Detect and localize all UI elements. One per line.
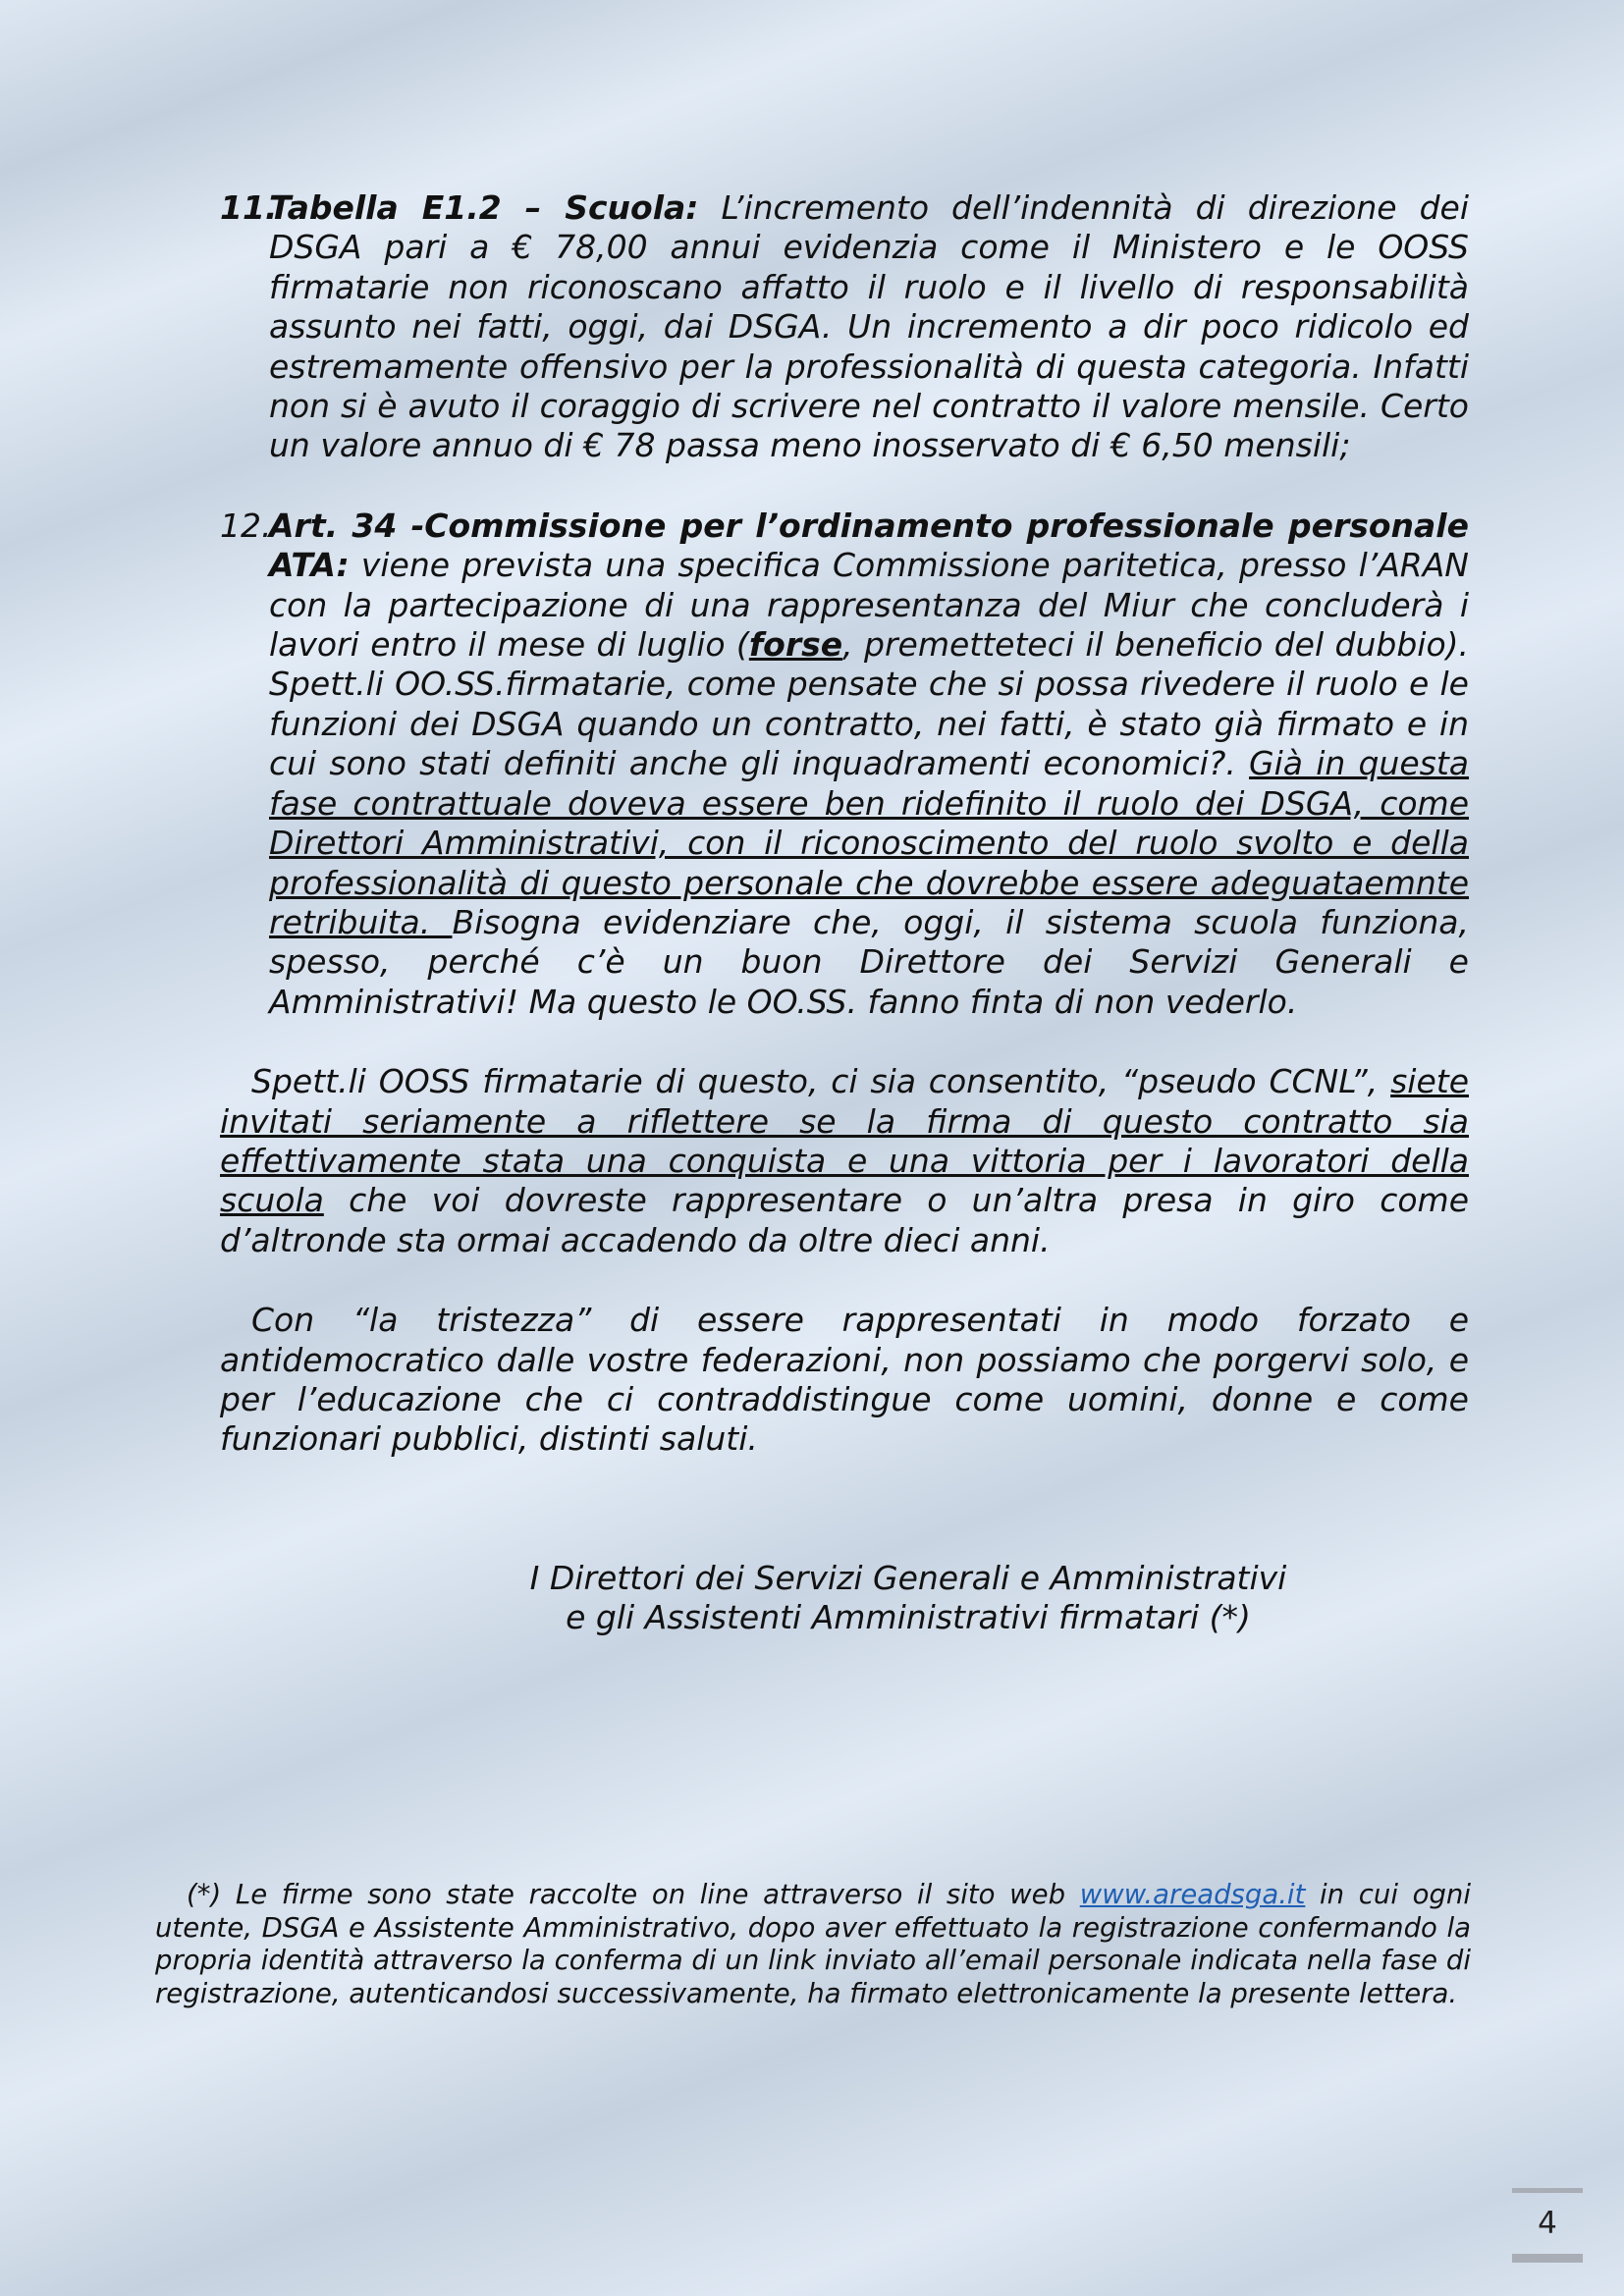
paragraph-1-underlined: siete invitati seriamente a riflettere se la firma di questo contratto sia effettivamente stata una conquista e una vittoria per i lavoratori della scuola bbox=[220, 1062, 1469, 1220]
list-item-11 bbox=[220, 188, 1469, 466]
item-12-emphasis: forse bbox=[748, 625, 843, 665]
page-number: 4 bbox=[1512, 2188, 1583, 2263]
list-item-12 bbox=[220, 507, 1469, 1022]
footnote-text-2: in cui ogni utente, DSGA e Assistente Amministrativo, dopo aver effettuato la registrazione confermando la propria identità attraverso la conferma di un link inviato all’email personale indicata nella fase di registrazione, autenticandosi successivamente, ha firmato elettronicamente la presente lettera. bbox=[155, 1879, 1471, 2009]
paragraph-1-text-1: Spett.li OOSS firmatarie di questo, ci sia consentito, “pseudo CCNL”, bbox=[251, 1062, 1391, 1101]
item-11-heading: Tabella E1.2 – Scuola: bbox=[269, 188, 699, 227]
signature-line-1: I Direttori dei Servizi Generali e Amministrativi bbox=[529, 1559, 1287, 1597]
letter-body bbox=[220, 188, 1469, 1460]
item-12-heading: Art. 34 -Commissione per l’ordinamento professionale personale ATA: bbox=[269, 506, 1469, 585]
signature-block bbox=[295, 1559, 1522, 1638]
footnote bbox=[155, 1879, 1471, 2010]
footnote-link[interactable]: www.areadsga.it bbox=[1079, 1879, 1306, 1910]
paragraph-1-text-2: che voi dovreste rappresentare o un’altra presa in giro come d’altronde sta ormai accadendo da oltre dieci anni. bbox=[220, 1181, 1469, 1259]
item-12-body-2: , premetteteci il beneficio del dubbio). Spett.li OO.SS.firmatarie, come pensate che si possa rivedere il ruolo e le funzioni dei DSGA quando un contratto, nei fatti, è stato già firmato e in cui sono stati definiti anche gli inquadramenti economici?. bbox=[269, 625, 1469, 783]
item-12-body-3: Bisogna evidenziare che, oggi, il sistema scuola funziona, spesso, perché c’è un buon Direttore dei Servizi Generali e Amministrativi! Ma questo le OO.SS. fanno finta di non vederlo. bbox=[269, 902, 1469, 1021]
item-12-body-1: viene prevista una specifica Commissione paritetica, presso l’ARAN con la partecipazione di una rappresentanza del Miur che concluderà i lavori entro il mese di luglio ( bbox=[269, 546, 1469, 665]
closing-paragraph-1 bbox=[220, 1062, 1469, 1260]
item-12-underlined: Già in questa fase contrattuale doveva essere ben ridefinito il ruolo dei DSGA, come Direttori Amministrativi, con il riconoscimento del ruolo svolto e della professionalità di questo personale che dovrebbe essere adeguataemnte retribuita. bbox=[269, 744, 1470, 941]
list-number-12: 12. bbox=[220, 506, 272, 545]
footnote-text-1: (*) Le firme sono state raccolte on line attraverso il sito web bbox=[187, 1879, 1080, 1910]
signature-line-2: e gli Assistenti Amministrativi firmatari (*) bbox=[566, 1598, 1251, 1637]
closing-paragraph-2: Con “la tristezza” di essere rappresentati in modo forzato e antidemocratico dalle vostre federazioni, non possiamo che porgervi solo, e per l’educazione che ci contraddistingue come uomini, donne e come funzionari pubblici, distinti saluti. bbox=[220, 1301, 1469, 1459]
list-number-11: 11. bbox=[220, 188, 278, 227]
item-11-body: L’incremento dell’indennità di direzione dei DSGA pari a € 78,00 annui evidenzia come il Ministero e le OOSS firmatarie non riconoscano affatto il ruolo e il livello di responsabilità assunto nei fatti, oggi, dai DSGA. Un incremento a dir poco ridicolo ed estremamente offensivo per la professionalità di questa categoria. Infatti non si è avuto il coraggio di scrivere nel contratto il valore mensile. Certo un valore annuo di € 78 passa meno inosservato di € 6,50 mensili; bbox=[269, 188, 1469, 465]
